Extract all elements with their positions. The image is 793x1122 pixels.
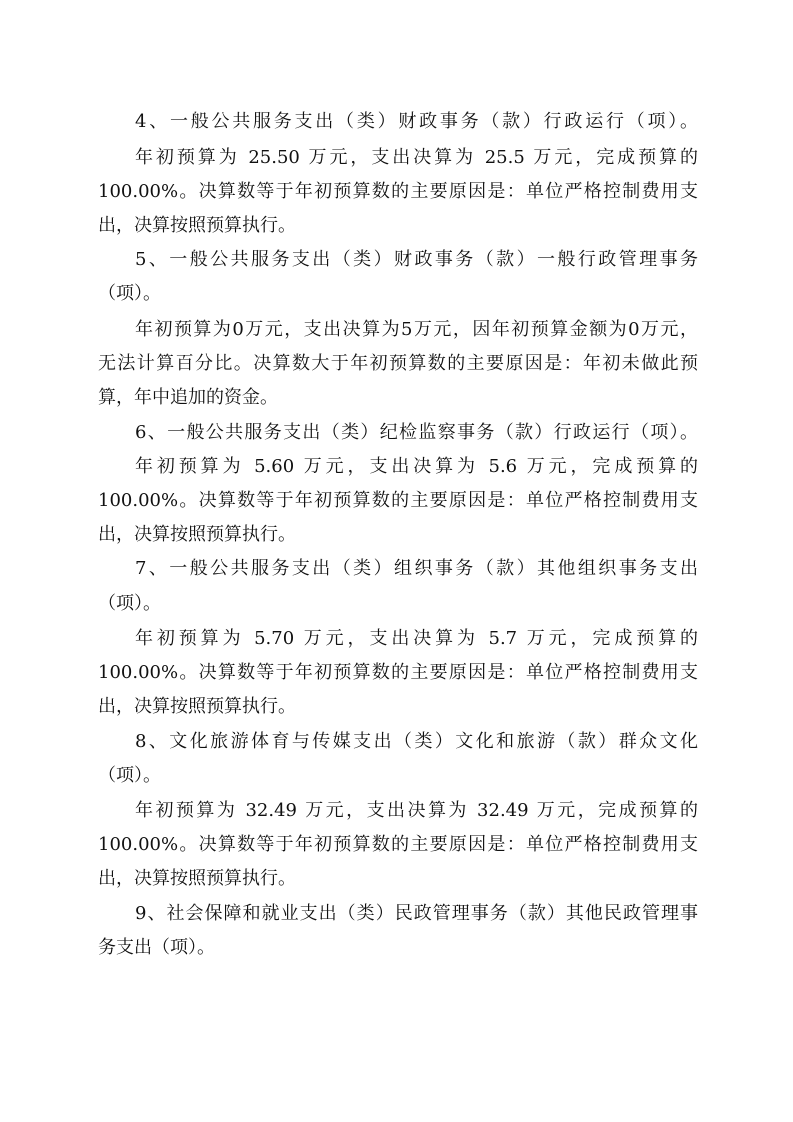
item-6-heading: 6、一般公共服务支出（类）纪检监察事务（款）行政运行（项）。 xyxy=(135,422,698,443)
item-5-heading: 5、一般公共服务支出（类）财政事务（款）一般行政管理事务 xyxy=(135,249,698,270)
document-page xyxy=(98,0,698,1122)
item-4-heading: 4、一般公共服务支出（类）财政事务（款）行政运行（项）。 xyxy=(135,111,698,132)
item-7-heading: 7、一般公共服务支出（类）组织事务（款）其他组织事务支出 xyxy=(135,558,698,579)
item-9-heading-end: 务支出（项）。 xyxy=(98,937,215,958)
item-7-reason-line: 100.00%。决算数等于年初预算数的主要原因是：单位严格控制费用支 xyxy=(98,662,698,683)
item-7-budget-line: 年初预算为 5.70 万元，支出决算为 5.7 万元，完成预算的 xyxy=(135,628,698,649)
item-6-budget-line: 年初预算为 5.60 万元，支出决算为 5.6 万元，完成预算的 xyxy=(135,456,698,477)
item-5-reason-line: 无法计算百分比。决算数大于年初预算数的主要原因是：年初未做此预 xyxy=(98,353,698,374)
item-7-heading-end: （项）。 xyxy=(98,593,161,614)
item-5-reason-end: 算，年中追加的资金。 xyxy=(98,387,278,408)
item-6-reason-end: 出，决算按照预算执行。 xyxy=(98,524,296,545)
item-5-heading-end: （项）。 xyxy=(98,283,161,304)
item-8-heading-end: （项）。 xyxy=(98,765,161,786)
item-4-reason-line: 100.00%。决算数等于年初预算数的主要原因是：单位严格控制费用支 xyxy=(98,181,698,202)
item-7-reason-end: 出，决算按照预算执行。 xyxy=(98,696,296,717)
item-8-reason-end: 出，决算按照预算执行。 xyxy=(98,868,296,889)
item-4-reason-end: 出，决算按照预算执行。 xyxy=(98,215,296,236)
item-8-budget-line: 年初预算为 32.49 万元，支出决算为 32.49 万元，完成预算的 xyxy=(135,800,698,821)
item-8-heading: 8、文化旅游体育与传媒支出（类）文化和旅游（款）群众文化 xyxy=(135,731,698,752)
item-4-budget-line: 年初预算为 25.50 万元，支出决算为 25.5 万元，完成预算的 xyxy=(135,147,698,168)
item-8-reason-line: 100.00%。决算数等于年初预算数的主要原因是：单位严格控制费用支 xyxy=(98,834,698,855)
item-9-heading: 9、社会保障和就业支出（类）民政管理事务（款）其他民政管理事 xyxy=(135,903,698,924)
item-5-budget-line: 年初预算为0万元，支出决算为5万元，因年初预算金额为0万元， xyxy=(135,319,698,340)
item-6-reason-line: 100.00%。决算数等于年初预算数的主要原因是：单位严格控制费用支 xyxy=(98,490,698,511)
